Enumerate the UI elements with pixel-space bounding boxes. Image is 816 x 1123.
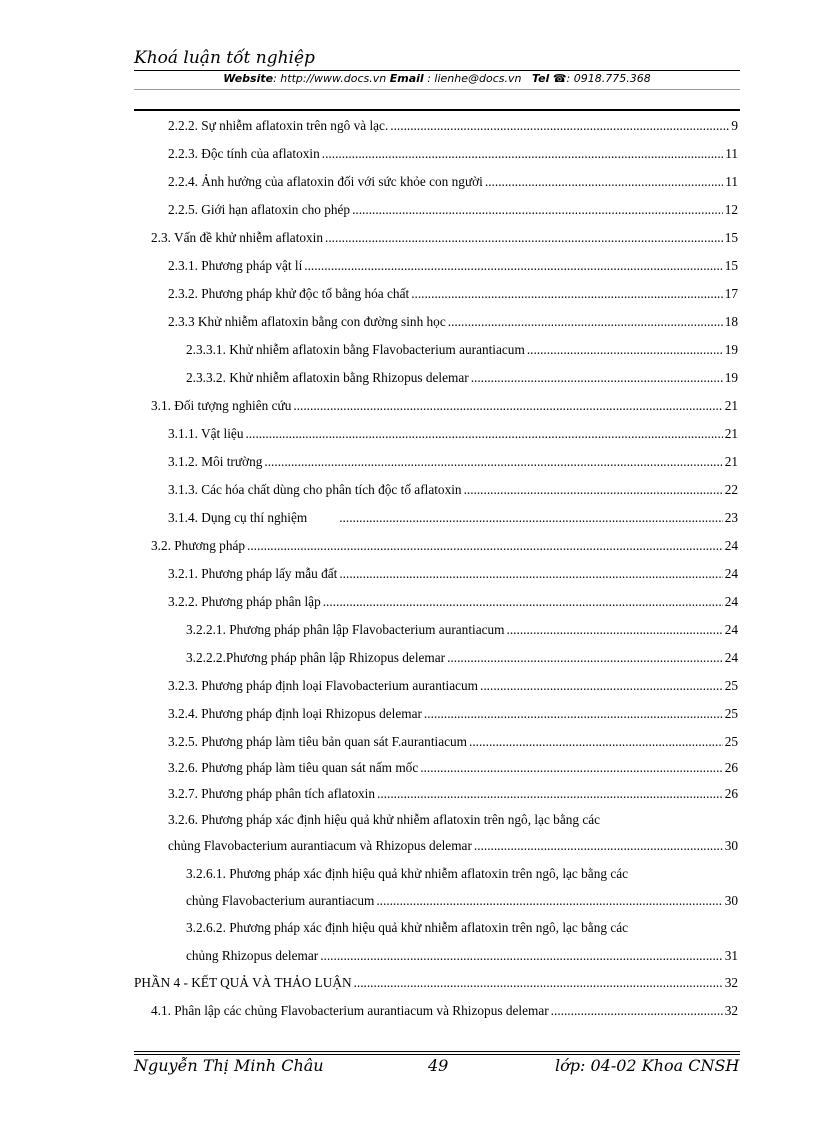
leader-dots bbox=[293, 398, 722, 414]
toc-row[interactable]: 2.3.1. Phương pháp vật lí ..... 15 bbox=[168, 258, 738, 274]
leader-dots bbox=[352, 202, 723, 218]
leader-dots bbox=[339, 566, 722, 582]
toc-row[interactable]: 4.1. Phân lập các chủng Flavobacterium aurantiacum và Rhizopus delemar ..... 32 bbox=[151, 1003, 738, 1019]
leader-dots bbox=[354, 975, 723, 991]
toc-row[interactable]: 3.1.1. Vật liệu ..... 21 bbox=[168, 426, 738, 442]
leader-dots bbox=[411, 286, 723, 302]
toc-row[interactable]: 2.2.3. Độc tính của aflatoxin ..... 11 bbox=[168, 146, 738, 162]
toc-row[interactable]: 3.2.2.2.Phương pháp phân lập Rhizopus delemar ..... 24 bbox=[186, 650, 738, 666]
toc-row[interactable]: 2.2.2. Sự nhiễm aflatoxin trên ngô và lạc. ..... 9 bbox=[168, 118, 738, 134]
leader-dots bbox=[390, 118, 729, 134]
leader-dots bbox=[448, 314, 723, 330]
footer-page-number: 49 bbox=[428, 1056, 449, 1075]
footer-author: Nguyễn Thị Minh Châu bbox=[134, 1056, 324, 1075]
leader-dots bbox=[304, 258, 722, 274]
toc-row[interactable]: chủng Rhizopus delemar ..... 31 bbox=[186, 948, 738, 964]
leader-dots bbox=[264, 454, 722, 470]
leader-dots bbox=[471, 370, 723, 386]
toc-row[interactable]: 2.2.5. Giới hạn aflatoxin cho phép ..... 12 bbox=[168, 202, 738, 218]
leader-dots bbox=[323, 594, 723, 610]
toc-row[interactable]: 2.3.3 Khử nhiễm aflatoxin bằng con đường sinh học ..... 18 bbox=[168, 314, 738, 330]
toc-row[interactable]: PHẦN 4 - KẾT QUẢ VÀ THẢO LUẬN ..... 32 bbox=[134, 975, 738, 991]
leader-dots bbox=[245, 426, 722, 442]
tel-label: Tel bbox=[531, 72, 550, 85]
toc-row[interactable]: 3.2.3. Phương pháp định loại Flavobacterium aurantiacum ..... 25 bbox=[168, 678, 738, 694]
header-thick-rule bbox=[134, 109, 740, 111]
toc-row[interactable]: 3.2.2.1. Phương pháp phân lập Flavobacterium aurantiacum ..... 24 bbox=[186, 622, 738, 638]
toc-row[interactable]: 3.2. Phương pháp ..... 24 bbox=[151, 538, 738, 554]
leader-dots bbox=[507, 622, 723, 638]
toc-row-continued[interactable]: 3.2.6.2. Phương pháp xác định hiệu quả khử nhiễm aflatoxin trên ngô, lạc bằng các bbox=[186, 920, 629, 935]
leader-dots bbox=[480, 678, 723, 694]
toc-row-continued[interactable]: 3.2.6. Phương pháp xác định hiệu quả khử nhiễm aflatoxin trên ngô, lạc bằng các bbox=[168, 812, 601, 827]
header-title: Khoá luận tốt nghiệp bbox=[134, 48, 315, 68]
toc-row[interactable]: 3.2.1. Phương pháp lấy mẫu đất ..... 24 bbox=[168, 566, 738, 582]
toc-row[interactable]: chủng Flavobacterium aurantiacum ..... 30 bbox=[186, 893, 738, 909]
toc-row-continued[interactable]: 3.2.6.1. Phương pháp xác định hiệu quả khử nhiễm aflatoxin trên ngô, lạc bằng các bbox=[186, 866, 629, 881]
leader-dots bbox=[424, 706, 723, 722]
leader-dots bbox=[485, 174, 723, 190]
leader-dots bbox=[247, 538, 723, 554]
toc-row[interactable]: 3.1.4. Dụng cụ thí nghiệm ..... 23 bbox=[168, 510, 738, 526]
footer-rule bbox=[134, 1051, 740, 1052]
header-dotted-rule bbox=[134, 89, 740, 90]
email-value[interactable]: : lienhe@docs.vn bbox=[423, 72, 522, 85]
header-divider bbox=[134, 70, 740, 71]
tel-value: : 0918.775.368 bbox=[566, 72, 651, 85]
leader-dots bbox=[474, 838, 723, 854]
leader-dots bbox=[464, 482, 723, 498]
leader-dots bbox=[322, 146, 723, 162]
toc-row[interactable]: 2.2.4. Ảnh hưởng của aflatoxin đối với sức khỏe con người ..... 11 bbox=[168, 174, 738, 190]
toc-row[interactable]: 2.3.2. Phương pháp khử độc tố bằng hóa chất ..... 17 bbox=[168, 286, 738, 302]
toc-row[interactable]: 3.2.7. Phương pháp phân tích aflatoxin ..... 26 bbox=[168, 786, 738, 802]
toc-row[interactable]: 2.3.3.2. Khử nhiễm aflatoxin bằng Rhizopus delemar ..... 19 bbox=[186, 370, 738, 386]
leader-dots bbox=[325, 230, 723, 246]
leader-dots bbox=[420, 760, 722, 776]
header-contact bbox=[134, 72, 740, 85]
leader-dots bbox=[339, 510, 722, 526]
website-value[interactable]: : http://www.docs.vn bbox=[273, 72, 387, 85]
email-label: Email bbox=[389, 72, 424, 85]
leader-dots bbox=[469, 734, 723, 750]
leader-dots bbox=[551, 1003, 723, 1019]
footer-rule bbox=[134, 1054, 740, 1055]
toc-row[interactable]: 3.2.4. Phương pháp định loại Rhizopus delemar ..... 25 bbox=[168, 706, 738, 722]
toc-row[interactable]: 3.2.5. Phương pháp làm tiêu bản quan sát F.aurantiacum ..... 25 bbox=[168, 734, 738, 750]
leader-dots bbox=[527, 342, 723, 358]
toc-row[interactable]: 3.1.3. Các hóa chất dùng cho phân tích độc tố aflatoxin ..... 22 bbox=[168, 482, 738, 498]
toc-row[interactable]: 3.1. Đối tượng nghiên cứu ..... 21 bbox=[151, 398, 738, 414]
footer-class-info: lớp: 04-02 Khoa CNSH bbox=[555, 1056, 740, 1075]
leader-dots bbox=[320, 948, 723, 964]
toc-row[interactable]: 3.2.2. Phương pháp phân lập ..... 24 bbox=[168, 594, 738, 610]
website-label: Website bbox=[223, 72, 274, 85]
phone-icon: ☎ bbox=[552, 72, 567, 85]
toc-row[interactable]: 3.1.2. Môi trường ..... 21 bbox=[168, 454, 738, 470]
toc-row[interactable]: 2.3. Vấn đề khử nhiễm aflatoxin ..... 15 bbox=[151, 230, 738, 246]
toc-row[interactable]: 3.2.6. Phương pháp làm tiêu quan sát nấm mốc ..... 26 bbox=[168, 760, 738, 776]
toc-row[interactable]: chủng Flavobacterium aurantiacum và Rhizopus delemar ..... 30 bbox=[168, 838, 738, 854]
toc-row[interactable]: 2.3.3.1. Khử nhiễm aflatoxin bằng Flavobacterium aurantiacum ..... 19 bbox=[186, 342, 738, 358]
leader-dots bbox=[376, 893, 722, 909]
leader-dots bbox=[377, 786, 723, 802]
leader-dots bbox=[447, 650, 723, 666]
